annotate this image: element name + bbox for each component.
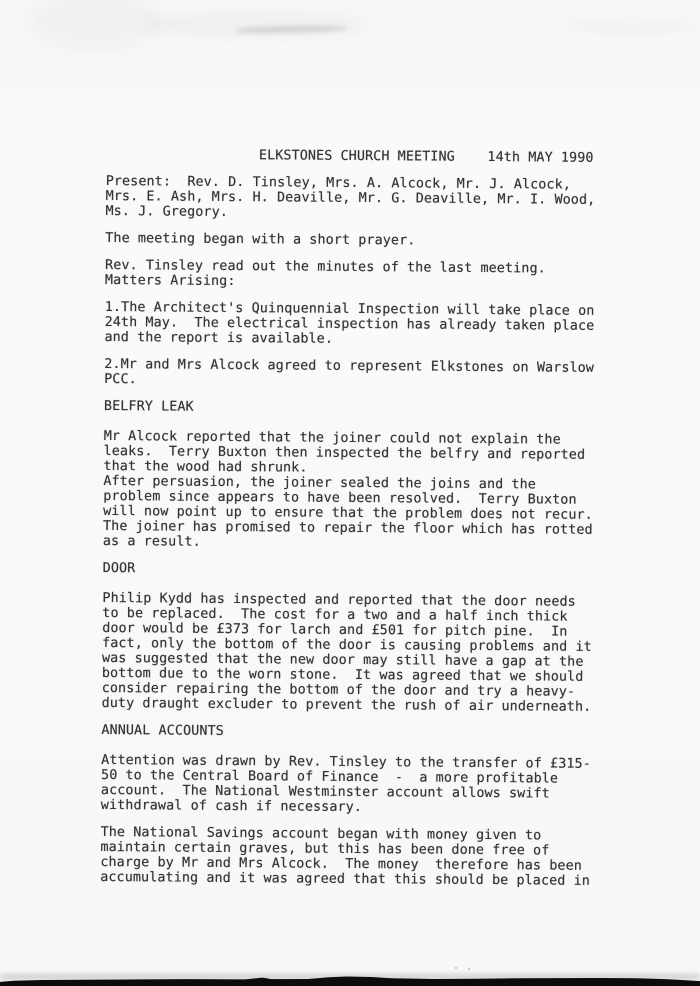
scan-smudge-corner [30, 0, 160, 52]
scan-speck [455, 967, 457, 969]
matters-arising-item-1: 1.The Architect's Quinquennial Inspection will take place on 24th May. The electrical inspection has already taken place and the report is available. [104, 299, 595, 347]
matters-arising-item-2: 2.Mr and Mrs Alcock agreed to represent Elkstones on Warslow PCC. [104, 356, 595, 388]
attendees-paragraph: Present: Rev. D. Tinsley, Mrs. A. Alcock, Mr. J. Alcock, Mrs. E. Ash, Mrs. H. Deaville, Mr. G. Deaville, Mr. I. Wood, Ms. J. Gregory. [105, 173, 596, 220]
scan-smudge-streak [236, 25, 346, 34]
scan-smudge-haze [140, 12, 370, 38]
section-heading-belfry-leak: BELFRY LEAK [103, 398, 194, 415]
typewritten-text-block [100, 147, 618, 901]
scan-speck [468, 968, 470, 970]
document-title: ELKSTONES CHURCH MEETING 14th MAY 1990 [258, 148, 594, 166]
belfry-leak-paragraph: Mr Alcock reported that the joiner could not explain the leaks. Terry Buxton then inspected the belfry and reported that the wood had shrunk. After persuasion, the joiner sealed the joins and the problem since appears to have been resolved. Terry Buxton will now point up to ensure that the problem does not recur. The joiner has promised to repair the floor which has rotted as a result. [102, 428, 593, 550]
minutes-read-paragraph: Rev. Tinsley read out the minutes of the last meeting. Matters Arising: [104, 257, 546, 290]
door-paragraph: Philip Kydd has inspected and reported that the door needs to be replaced. The cost for a two and a half inch thick door would be £373 for larch and £501 for pitch pine. In fact, only the bottom of the door is causing problems and it was suggested that the new door may still have a gap at the bottom due to the worn stone. It was agreed that we should consider repairing the bottom of the door and try a heavy- duty draught excluder to prevent the rush of air underneath. [101, 590, 592, 715]
annual-accounts-paragraph-1: Attention was drawn by Rev. Tinsley to the transfer of £315- 50 to the Central Board of Finance - a more profitable account. The National Westminster account allows swift withdrawal of cash if necessary. [100, 752, 591, 816]
section-heading-annual-accounts: ANNUAL ACCOUNTS [101, 722, 224, 739]
section-heading-door: DOOR [102, 560, 136, 577]
scan-smudge-right [560, 20, 700, 34]
opening-prayer-line: The meeting began with a short prayer. [105, 230, 416, 249]
annual-accounts-paragraph-2: The National Savings account began with money given to maintain certain graves, but this has been done free of charge by Mr and Mrs Alcock. The money therefore has been accumulating and it was agreed that this should be placed in [100, 824, 591, 889]
